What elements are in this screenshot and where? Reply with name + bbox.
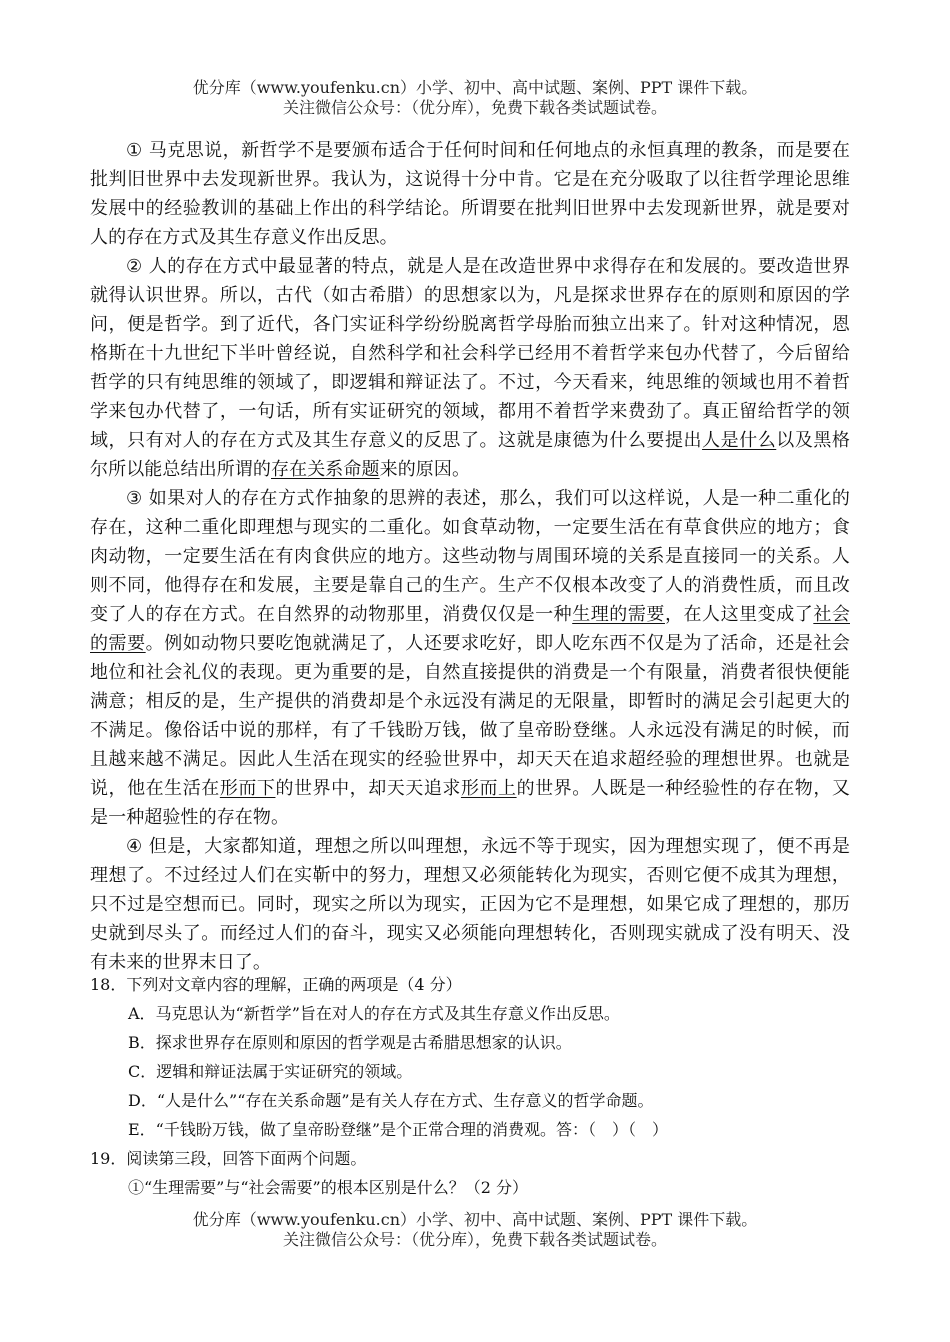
paragraph-2-text-a: ② 人的存在方式中最显著的特点，就是人是在改造世界中求得存在和发展的。要改造世界就得认识世界。所以，古代（如古希腊）的思想家以为，凡是探求世界存在的原则和原因的学问，便是哲学。到了近代，各门实证科学纷纷脱离哲学母胎而独立出来了。针对这种情况，恩格斯在十九世纪下半叶曾经说，自然科学和社会科学已经用不着哲学来包办代替了，今后留给哲学的只有纯思维的领域了，即逻辑和辩证法了。不过，今天看来，纯思维的领域也用不着哲学来包办代替了，一句话，所有实证研究的领域，都用不着哲学来费劲了。真正留给哲学的领域，只有对人的存在方式及其生存意义的反思了。这就是康德为什么要提出 (90, 256, 850, 451)
underlined-term-physiological-need: 生理的需要 (572, 604, 665, 625)
underlined-term-physical: 形而下 (219, 778, 276, 799)
option-e: E．“千钱盼万钱，做了皇帝盼登继”是个正常合理的消费观。答：（ ）（ ） (128, 1120, 669, 1139)
footer-line-2: 关注微信公众号：（优分库），免费下载各类试题试卷。 (282, 1230, 667, 1249)
underlined-term-existence-relation: 存在关系命题 (271, 459, 380, 480)
underlined-term-social-need: 社会的需要 (90, 604, 850, 654)
paragraph-2 (90, 252, 850, 484)
underlined-term-metaphysical: 形而上 (460, 778, 517, 799)
option-a: A．马克思认为“新哲学”旨在对人的存在方式及其生存意义作出反思。 (128, 1004, 620, 1023)
paragraph-2-text-b: 以及黑格尔所以能总结出所谓的 (90, 430, 851, 480)
question-19-sub-1: ①“生理需要”与“社会需要”的根本区别是什么？（2 分） (128, 1178, 528, 1197)
option-b: B．探求世界存在原则和原因的哲学观是古希腊思想家的认识。 (128, 1033, 572, 1052)
paragraph-2-text-c: 来的原因。 (379, 459, 471, 480)
paragraph-3-text-b: ，在人这里变成了 (664, 604, 814, 625)
paragraph-3 (90, 484, 850, 832)
footer-line-1: 优分库（www.youfenku.cn）小学、初中、高中试题、案例、PPT 课件下载。 (192, 1210, 758, 1229)
header-banner (0, 78, 950, 118)
option-c: C．逻辑和辩证法属于实证研究的领域。 (128, 1062, 413, 1081)
underlined-term-what-is-man: 人是什么 (702, 430, 777, 451)
footer-banner (0, 1210, 950, 1250)
paragraph-3-text-e: 的世界。人既是一种经验性的存在物，又是一种超验性的存在物。 (90, 778, 850, 828)
question-18: 18．下列对文章内容的理解，正确的两项是（4 分） (90, 975, 462, 994)
paragraph-3-text-d: 的世界中，却天天追求 (275, 778, 461, 799)
banner-line-2: 关注微信公众号：（优分库），免费下载各类试题试卷。 (282, 98, 667, 117)
passage (90, 136, 850, 977)
paragraph-4: ④ 但是，大家都知道，理想之所以叫理想，永远不等于现实，因为理想实现了，便不再是理想了。不过经过人们在实靳中的努力，理想又必须能转化为现实，否则它便不成其为理想，只不过是空想而已。同时，现实之所以为现实，正因为它不是理想，如果它成了理想的，那历史就到尽头了。而经过人们的奋斗，现实又必须能向理想转化，否则现实就成了没有明天、没有未来的世界末日了。 (90, 836, 850, 973)
paragraph-1: ① 马克思说，新哲学不是要颁布适合于任何时间和任何地点的永恒真理的教条，而是要在批判旧世界中去发现新世界。我认为，这说得十分中肯。它是在充分吸取了以往哲学理论思维发展中的经验教训的基础上作出的科学结论。所谓要在批判旧世界中去发现新世界，就是要对人的存在方式及其生存意义作出反思。 (90, 140, 850, 248)
option-d: D．“人是什么”“存在关系命题”是有关人存在方式、生存意义的哲学命题。 (128, 1091, 654, 1110)
question-19: 19．阅读第三段，回答下面两个问题。 (90, 1149, 367, 1168)
banner-line-1: 优分库（www.youfenku.cn）小学、初中、高中试题、案例、PPT 课件下载。 (192, 78, 758, 97)
paragraph-3-text-c: 。例如动物只要吃饱就满足了，人还要求吃好，即人吃东西不仅是为了活命，还是社会地位和社会礼仪的表现。更为重要的是，自然直接提供的消费是一个有限量，消费者很快便能满意；相反的是，生产提供的消费却是个永远没有满足的无限量，即暂时的满足会引起更大的不满足。像俗话中说的那样，有了千钱盼万钱，做了皇帝盼登继。人永远没有满足的时候，而且越来越不满足。因此人生活在现实的经验世界中，却天天在追求超经验的理想世界。也就是说，他在生活在 (90, 633, 851, 799)
paragraph-3-text-a: ③ 如果对人的存在方式作抽象的思辨的表述，那么，我们可以这样说，人是一种二重化的存在，这种二重化即理想与现实的二重化。如食草动物，一定要生活在有草食供应的地方；食肉动物，一定要生活在有肉食供应的地方。这些动物与周围环境的关系是直接同一的关系。人则不同，他得存在和发展，主要是靠自己的生产。生产不仅根本改变了人的消费性质，而且改变了人的存在方式。在自然界的动物那里，消费仅仅是一种 (90, 488, 850, 625)
questions (90, 970, 850, 1202)
